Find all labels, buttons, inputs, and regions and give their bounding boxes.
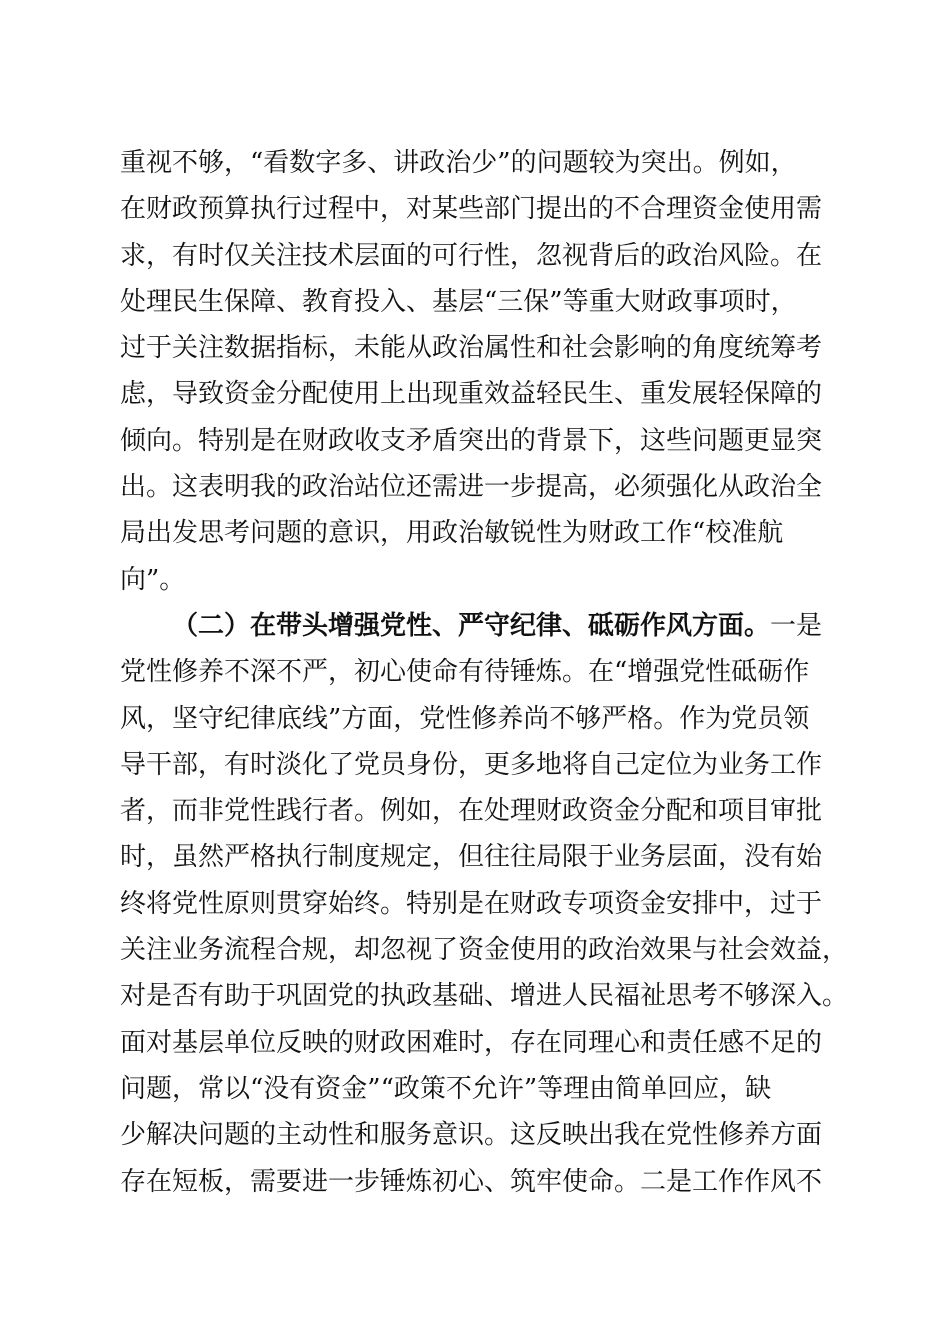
text-line: 少解决问题的主动性和服务意识。这反映出我在党性修养方面 xyxy=(120,1120,823,1151)
text-line: 终将党性原则贯穿始终。特别是在财政专项资金安排中，过于 xyxy=(120,888,823,919)
text-line: 局出发思考问题的意识，用政治敏锐性为财政工作“校准航 xyxy=(120,518,784,549)
text-line: 对是否有助于巩固党的执政基础、增进人民福祉思考不够深入。 xyxy=(120,981,849,1012)
text-line: 求，有时仅关注技术层面的可行性，忽视背后的政治风险。在 xyxy=(120,240,823,271)
section-heading: （二）在带头增强党性、严守纪律、砥砺作风方面。 xyxy=(172,610,771,641)
section-heading-line xyxy=(120,603,840,649)
text-line: 出。这表明我的政治站位还需进一步提高，必须强化从政治全 xyxy=(120,472,823,503)
text-line: 重视不够，“看数字多、讲政治少”的问题较为突出。例如， xyxy=(120,148,797,178)
text-line: 者，而非党性践行者。例如，在处理财政资金分配和项目审批 xyxy=(120,796,823,827)
section-heading-continuation: 一是 xyxy=(770,610,823,641)
text-line: 关注业务流程合规，却忽视了资金使用的政治效果与社会效益， xyxy=(120,935,849,966)
text-line: 在财政预算执行过程中，对某些部门提出的不合理资金使用需 xyxy=(120,194,823,225)
text-line: 导干部，有时淡化了党员身份，更多地将自己定位为业务工作 xyxy=(120,749,823,780)
text-line: 虑，导致资金分配使用上出现重效益轻民生、重发展轻保障的 xyxy=(120,379,823,410)
text-line: 面对基层单位反映的财政困难时，存在同理心和责任感不足的 xyxy=(120,1027,823,1058)
document-body xyxy=(120,140,849,1205)
text-line: 党性修养不深不严，初心使命有待锤炼。在“增强党性砥砺作 xyxy=(120,657,810,688)
text-line: 倾向。特别是在财政收支矛盾突出的背景下，这些问题更显突 xyxy=(120,425,823,456)
text-line: 存在短板，需要进一步锤炼初心、筑牢使命。二是工作作风不 xyxy=(120,1166,823,1197)
text-line: 时，虽然严格执行制度规定，但往往局限于业务层面，没有始 xyxy=(120,842,823,873)
text-line: 过于关注数据指标，未能从政治属性和社会影响的角度统筹考 xyxy=(120,333,823,364)
text-line: 风，坚守纪律底线”方面，党性修养尚不够严格。作为党员领 xyxy=(120,703,810,734)
text-line: 问题，常以“没有资金”“政策不允许”等理由简单回应，缺 xyxy=(120,1073,772,1104)
text-line: 向”。 xyxy=(120,564,186,595)
text-line: 处理民生保障、教育投入、基层“三保”等重大财政事项时， xyxy=(120,286,797,317)
